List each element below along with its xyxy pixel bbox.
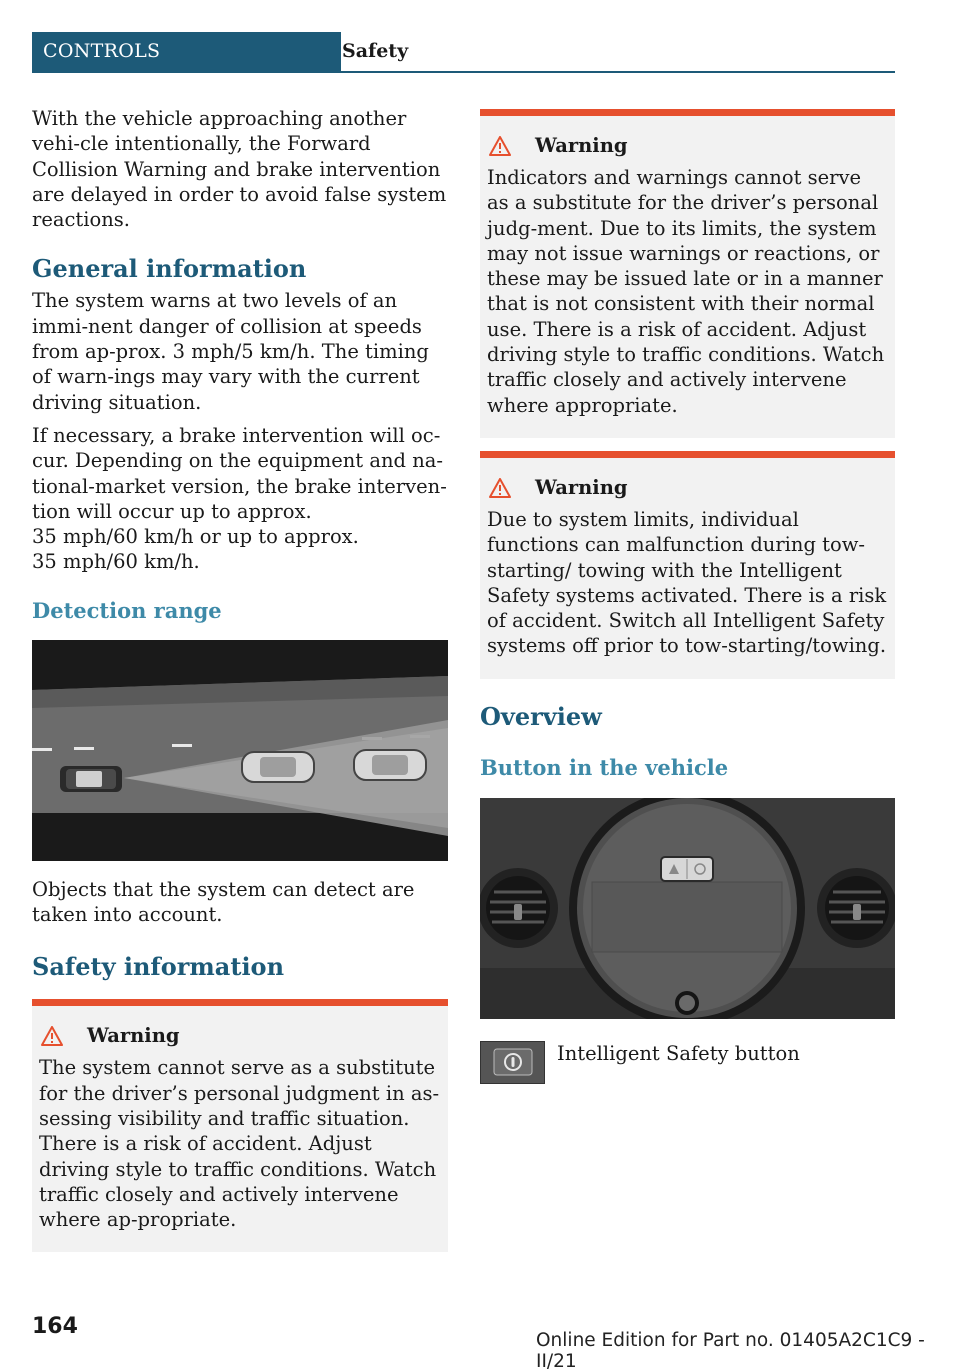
overview-heading: Overview [480,701,602,731]
warning-triangle-icon [487,135,535,157]
detection-range-illustration [32,640,448,861]
button-label: Intelligent Safety button [557,1041,800,1065]
general-paragraph-2a: If necessary, a brake intervention will oc-cur. Depending on the equipment and na-tional-market version, the brake interven-tion will occur up to approx. [32,423,447,523]
general-paragraph-2c: 35 mph/60 km/h. [32,550,200,574]
section-label: CONTROLS [32,32,341,71]
warning-title-3 [487,476,887,500]
warning-text-3: Due to system limits, individual functions can malfunction during tow-starting/ towing with the Intelligent Safety systems activated. There is a risk of accident. Switch all Intelligent Safety systems off prior to tow-starting/towing. [487,507,887,658]
warning-box-2 [480,109,895,438]
warning-title-text-1: Warning [87,1024,180,1048]
general-paragraph-1: The system warns at two levels of an immi-nent danger of collision at speeds from ap-prox. 3 mph/5 km/h. The timing of warn-ings may vary with the current driving situation. [32,289,429,414]
warning-triangle-icon [487,477,535,499]
button-legend [480,1041,895,1084]
warning-box-1 [32,999,448,1252]
intelligent-safety-icon [480,1041,545,1084]
warning-title-1 [39,1024,440,1048]
intro-paragraph: With the vehicle approaching another vehi-cle intentionally, the Forward Collision Warning and brake intervention are delayed in order to avoid false system reactions. [32,107,447,232]
general-information-heading: General information [32,254,307,284]
warning-box-3 [480,451,895,679]
safety-information-heading: Safety information [32,952,285,982]
dashboard-button-illustration [480,798,895,1019]
general-paragraph-2b: 35 mph/60 km/h or up to approx. [32,525,359,549]
warning-text-2: Indicators and warnings cannot serve as a substitute for the driver’s personal judg-ment. Due to its limits, the system may not issue warnings or reactions, or these may be issued late or in a manner that is not consistent with their normal use. There is a risk of accident. Adjust driving style to traffic conditions. Watch traffic closely and actively intervene where appropriate. [487,166,885,417]
warning-text-1: The system cannot serve as a substitute for the driver’s personal judgment in as-sessing visibility and traffic situation. There is a risk of accident. Adjust driving style to traffic conditions. Watch traffic closely and actively intervene where ap-propriate. [39,1056,440,1232]
warning-title-2 [487,134,887,158]
detection-range-heading: Detection range [32,597,222,623]
general-paragraph-2 [32,423,448,575]
warning-title-text-2: Warning [535,134,628,157]
left-column [32,106,448,1252]
button-in-vehicle-heading: Button in the vehicle [480,754,729,780]
warning-title-text-3: Warning [535,475,628,499]
right-column [480,106,895,1084]
detection-caption: Objects that the system can detect are taken into account. [32,877,415,927]
warning-triangle-icon [39,1025,87,1047]
page-header [32,32,895,73]
chapter-label: Safety [342,40,409,62]
edition-footer: Online Edition for Part no. 01405A2C1C9 - II/21 [536,1330,925,1372]
page-number: 164 [32,1314,78,1339]
